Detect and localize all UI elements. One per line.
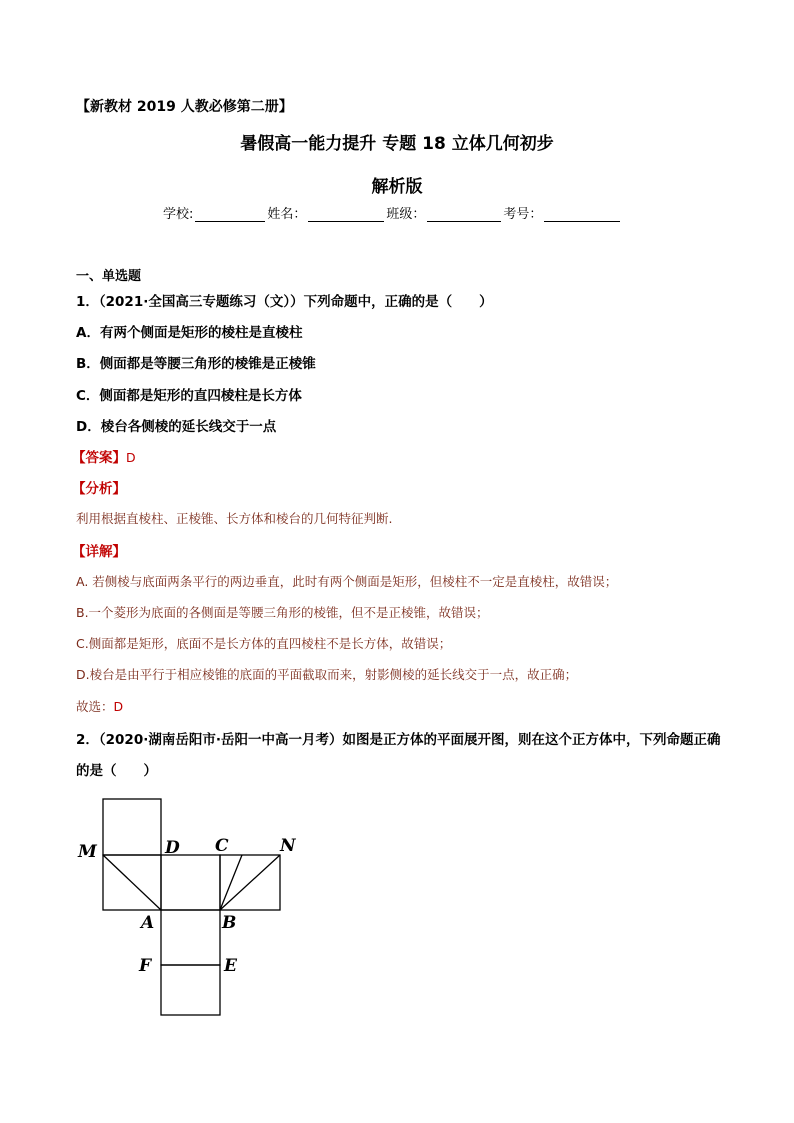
question-1-option-a: A．有两个侧面是矩形的棱柱是直棱柱 bbox=[76, 325, 303, 341]
page-subtitle: 解析版 bbox=[371, 177, 423, 197]
vertex-label-m: M bbox=[78, 842, 97, 862]
question-2-stem-line-2: 的是（ ） bbox=[76, 763, 157, 779]
vertex-label-n: N bbox=[280, 836, 296, 856]
vertex-label-d: D bbox=[165, 838, 180, 858]
name-label: 姓名： bbox=[267, 207, 307, 222]
diagonal-ma bbox=[103, 855, 161, 910]
answer-row bbox=[72, 446, 136, 466]
net-face-bottom bbox=[161, 965, 220, 1015]
school-label: 学校: bbox=[163, 207, 194, 222]
question-1-option-b: B．侧面都是等腰三角形的棱锥是正棱锥 bbox=[76, 356, 316, 372]
vertex-label-e: E bbox=[224, 956, 237, 976]
vertex-label-c: C bbox=[215, 836, 229, 856]
number-label: 考号： bbox=[503, 207, 543, 222]
detail-line-b: B.一个菱形为底面的各侧面是等腰三角形的棱锥，但不是正棱锥，故错误； bbox=[76, 605, 489, 620]
choose-value: D bbox=[113, 699, 124, 714]
question-1-option-c: C．侧面都是矩形的直四棱柱是长方体 bbox=[76, 388, 302, 404]
net-face-top bbox=[103, 799, 161, 855]
vertex-label-a: A bbox=[141, 913, 155, 933]
diagonal-bc-tail bbox=[220, 855, 242, 910]
name-blank bbox=[308, 207, 384, 222]
question-1-option-d: D．棱台各侧棱的延长线交于一点 bbox=[76, 419, 277, 435]
choose-row bbox=[76, 697, 123, 715]
question-2-stem-line-1: 2．（2020·湖南岳阳市·岳阳一中高一月考）如图是正方体的平面展开图，则在这个正方体中，下列命题正确 bbox=[76, 732, 721, 748]
analysis-label: 【分析】 bbox=[72, 481, 126, 497]
detail-label: 【详解】 bbox=[72, 544, 126, 560]
net-face-center bbox=[161, 855, 220, 910]
detail-line-a: A. 若侧棱与底面两条平行的两边垂直，此时有两个侧面是矩形，但棱柱不一定是直棱柱，故错误； bbox=[76, 574, 618, 589]
number-blank bbox=[544, 207, 620, 222]
header-tag: 【新教材 2019 人教必修第二册】 bbox=[76, 99, 293, 115]
class-label: 班级： bbox=[386, 207, 426, 222]
detail-line-c: C.侧面都是矩形，底面不是长方体的直四棱柱不是长方体，故错误； bbox=[76, 636, 452, 651]
analysis-text: 利用根据直棱柱、正棱锥、长方体和棱台的几何特征判断. bbox=[76, 511, 393, 526]
page-title: 暑假高一能力提升 专题 18 立体几何初步 bbox=[240, 134, 554, 154]
diagonal-bn bbox=[220, 855, 280, 910]
vertex-label-b: B bbox=[222, 913, 237, 933]
choose-label: 故选： bbox=[76, 699, 114, 714]
class-blank bbox=[427, 207, 501, 222]
section-title: 一、单选题 bbox=[76, 269, 142, 284]
net-face-lower bbox=[161, 910, 220, 965]
answer-label: 【答案】 bbox=[72, 450, 126, 466]
vertex-label-f: F bbox=[139, 956, 152, 976]
question-1-stem: 1．（2021·全国高三专题练习（文））下列命题中，正确的是（ ） bbox=[76, 294, 493, 310]
detail-line-d: D.棱台是由平行于相应棱锥的底面的平面截取而来，射影侧棱的延长线交于一点，故正确； bbox=[76, 667, 578, 682]
school-blank bbox=[195, 207, 265, 222]
cube-net-figure bbox=[70, 790, 310, 1025]
student-info-row bbox=[163, 203, 622, 222]
answer-value: D bbox=[126, 450, 136, 465]
